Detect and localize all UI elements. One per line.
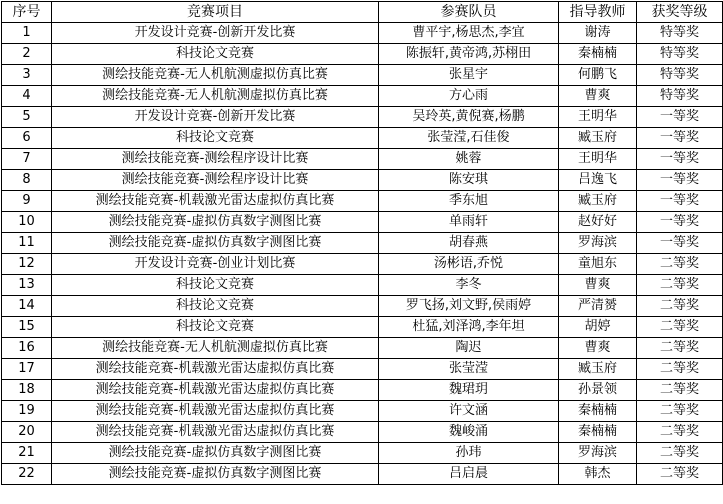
table-row (2, 380, 723, 401)
header-members: 参赛队员 (379, 2, 559, 23)
cell-competition: 科技论文竞赛 (52, 44, 379, 65)
cell-level: 二等奖 (637, 443, 723, 464)
cell-teacher: 韩杰 (559, 464, 637, 485)
cell-teacher: 胡婷 (559, 317, 637, 338)
table-row (2, 44, 723, 65)
table-row (2, 170, 723, 191)
cell-no: 11 (2, 233, 52, 254)
cell-competition: 测绘技能竞赛-无人机航测虚拟仿真比赛 (52, 86, 379, 107)
cell-teacher: 臧玉府 (559, 191, 637, 212)
header-row (2, 2, 723, 23)
cell-members: 汤彬语,乔悦 (379, 254, 559, 275)
cell-competition: 科技论文竞赛 (52, 296, 379, 317)
cell-competition: 测绘技能竞赛-虚拟仿真数字测图比赛 (52, 233, 379, 254)
cell-no: 14 (2, 296, 52, 317)
cell-level: 二等奖 (637, 275, 723, 296)
cell-level: 特等奖 (637, 86, 723, 107)
cell-competition: 开发设计竞赛-创新开发比赛 (52, 107, 379, 128)
cell-teacher: 严清赟 (559, 296, 637, 317)
table-row (2, 275, 723, 296)
cell-competition: 测绘技能竞赛-测绘程序设计比赛 (52, 170, 379, 191)
cell-members: 杜猛,刘泽鸿,李年坦 (379, 317, 559, 338)
cell-teacher: 王明华 (559, 107, 637, 128)
cell-members: 陈安琪 (379, 170, 559, 191)
cell-no: 21 (2, 443, 52, 464)
cell-competition: 测绘技能竞赛-测绘程序设计比赛 (52, 149, 379, 170)
header-teacher: 指导教师 (559, 2, 637, 23)
table-row (2, 464, 723, 485)
cell-no: 9 (2, 191, 52, 212)
cell-members: 张星宇 (379, 65, 559, 86)
table-row (2, 107, 723, 128)
table-row (2, 212, 723, 233)
cell-members: 张莹滢 (379, 359, 559, 380)
cell-members: 李冬 (379, 275, 559, 296)
cell-competition: 测绘技能竞赛-机载激光雷达虚拟仿真比赛 (52, 422, 379, 443)
cell-level: 一等奖 (637, 212, 723, 233)
cell-no: 16 (2, 338, 52, 359)
cell-competition: 测绘技能竞赛-虚拟仿真数字测图比赛 (52, 443, 379, 464)
cell-teacher: 秦楠楠 (559, 422, 637, 443)
cell-level: 特等奖 (637, 65, 723, 86)
cell-competition: 开发设计竞赛-创新开发比赛 (52, 23, 379, 44)
cell-no: 20 (2, 422, 52, 443)
cell-no: 5 (2, 107, 52, 128)
cell-level: 二等奖 (637, 338, 723, 359)
cell-no: 12 (2, 254, 52, 275)
cell-members: 魏峻涌 (379, 422, 559, 443)
cell-level: 二等奖 (637, 359, 723, 380)
table-row (2, 359, 723, 380)
cell-level: 一等奖 (637, 149, 723, 170)
cell-no: 6 (2, 128, 52, 149)
cell-teacher: 秦楠楠 (559, 401, 637, 422)
cell-teacher: 何鹏飞 (559, 65, 637, 86)
table-row (2, 149, 723, 170)
table-row (2, 254, 723, 275)
cell-teacher: 王明华 (559, 149, 637, 170)
cell-no: 10 (2, 212, 52, 233)
awards-table (1, 1, 723, 485)
table-row (2, 128, 723, 149)
table-row (2, 422, 723, 443)
cell-level: 二等奖 (637, 254, 723, 275)
table-row (2, 23, 723, 44)
cell-members: 魏珺玥 (379, 380, 559, 401)
table-row (2, 233, 723, 254)
cell-members: 季东旭 (379, 191, 559, 212)
cell-no: 2 (2, 44, 52, 65)
table-body (2, 23, 723, 485)
header-competition: 竞赛项目 (52, 2, 379, 23)
cell-members: 许文涵 (379, 401, 559, 422)
cell-competition: 测绘技能竞赛-机载激光雷达虚拟仿真比赛 (52, 380, 379, 401)
cell-competition: 测绘技能竞赛-无人机航测虚拟仿真比赛 (52, 338, 379, 359)
cell-members: 张莹滢,石佳俊 (379, 128, 559, 149)
table-row (2, 296, 723, 317)
cell-members: 陶迟 (379, 338, 559, 359)
cell-level: 一等奖 (637, 128, 723, 149)
cell-level: 二等奖 (637, 317, 723, 338)
cell-level: 二等奖 (637, 401, 723, 422)
cell-level: 一等奖 (637, 107, 723, 128)
table-row (2, 401, 723, 422)
cell-members: 孙玮 (379, 443, 559, 464)
table-row (2, 443, 723, 464)
cell-level: 二等奖 (637, 464, 723, 485)
cell-no: 17 (2, 359, 52, 380)
cell-competition: 测绘技能竞赛-虚拟仿真数字测图比赛 (52, 464, 379, 485)
cell-no: 19 (2, 401, 52, 422)
cell-teacher: 曹爽 (559, 338, 637, 359)
cell-competition: 测绘技能竞赛-机载激光雷达虚拟仿真比赛 (52, 401, 379, 422)
table-row (2, 86, 723, 107)
cell-teacher: 曹爽 (559, 86, 637, 107)
cell-teacher: 臧玉府 (559, 128, 637, 149)
cell-members: 曹平宇,杨思杰,李宜 (379, 23, 559, 44)
header-level: 获奖等级 (637, 2, 723, 23)
cell-level: 二等奖 (637, 422, 723, 443)
cell-teacher: 罗海滨 (559, 233, 637, 254)
table-row (2, 191, 723, 212)
cell-level: 二等奖 (637, 380, 723, 401)
cell-no: 8 (2, 170, 52, 191)
cell-teacher: 曹爽 (559, 275, 637, 296)
table-row (2, 338, 723, 359)
cell-competition: 科技论文竞赛 (52, 317, 379, 338)
cell-members: 方心雨 (379, 86, 559, 107)
cell-competition: 测绘技能竞赛-虚拟仿真数字测图比赛 (52, 212, 379, 233)
cell-members: 陈振轩,黄帝鸿,苏栩田 (379, 44, 559, 65)
cell-members: 吴玲英,黄倪赛,杨鹏 (379, 107, 559, 128)
cell-members: 罗飞扬,刘文野,侯雨婷 (379, 296, 559, 317)
cell-competition: 测绘技能竞赛-机载激光雷达虚拟仿真比赛 (52, 359, 379, 380)
cell-no: 4 (2, 86, 52, 107)
cell-teacher: 罗海滨 (559, 443, 637, 464)
cell-members: 吕启晨 (379, 464, 559, 485)
cell-teacher: 秦楠楠 (559, 44, 637, 65)
cell-members: 姚蓉 (379, 149, 559, 170)
cell-teacher: 童旭东 (559, 254, 637, 275)
cell-level: 一等奖 (637, 191, 723, 212)
cell-no: 18 (2, 380, 52, 401)
header-no: 序号 (2, 2, 52, 23)
cell-no: 3 (2, 65, 52, 86)
cell-teacher: 臧玉府 (559, 359, 637, 380)
cell-level: 一等奖 (637, 233, 723, 254)
table-row (2, 317, 723, 338)
cell-no: 7 (2, 149, 52, 170)
cell-teacher: 孙景领 (559, 380, 637, 401)
cell-level: 二等奖 (637, 296, 723, 317)
table-row (2, 65, 723, 86)
cell-competition: 开发设计竞赛-创业计划比赛 (52, 254, 379, 275)
cell-no: 13 (2, 275, 52, 296)
cell-teacher: 赵好好 (559, 212, 637, 233)
cell-competition: 测绘技能竞赛-无人机航测虚拟仿真比赛 (52, 65, 379, 86)
cell-level: 特等奖 (637, 44, 723, 65)
cell-teacher: 谢涛 (559, 23, 637, 44)
cell-no: 1 (2, 23, 52, 44)
cell-competition: 测绘技能竞赛-机载激光雷达虚拟仿真比赛 (52, 191, 379, 212)
cell-level: 一等奖 (637, 170, 723, 191)
cell-members: 单雨轩 (379, 212, 559, 233)
cell-no: 15 (2, 317, 52, 338)
cell-no: 22 (2, 464, 52, 485)
cell-members: 胡春燕 (379, 233, 559, 254)
cell-competition: 科技论文竞赛 (52, 275, 379, 296)
cell-competition: 科技论文竞赛 (52, 128, 379, 149)
cell-level: 特等奖 (637, 23, 723, 44)
cell-teacher: 吕逸飞 (559, 170, 637, 191)
